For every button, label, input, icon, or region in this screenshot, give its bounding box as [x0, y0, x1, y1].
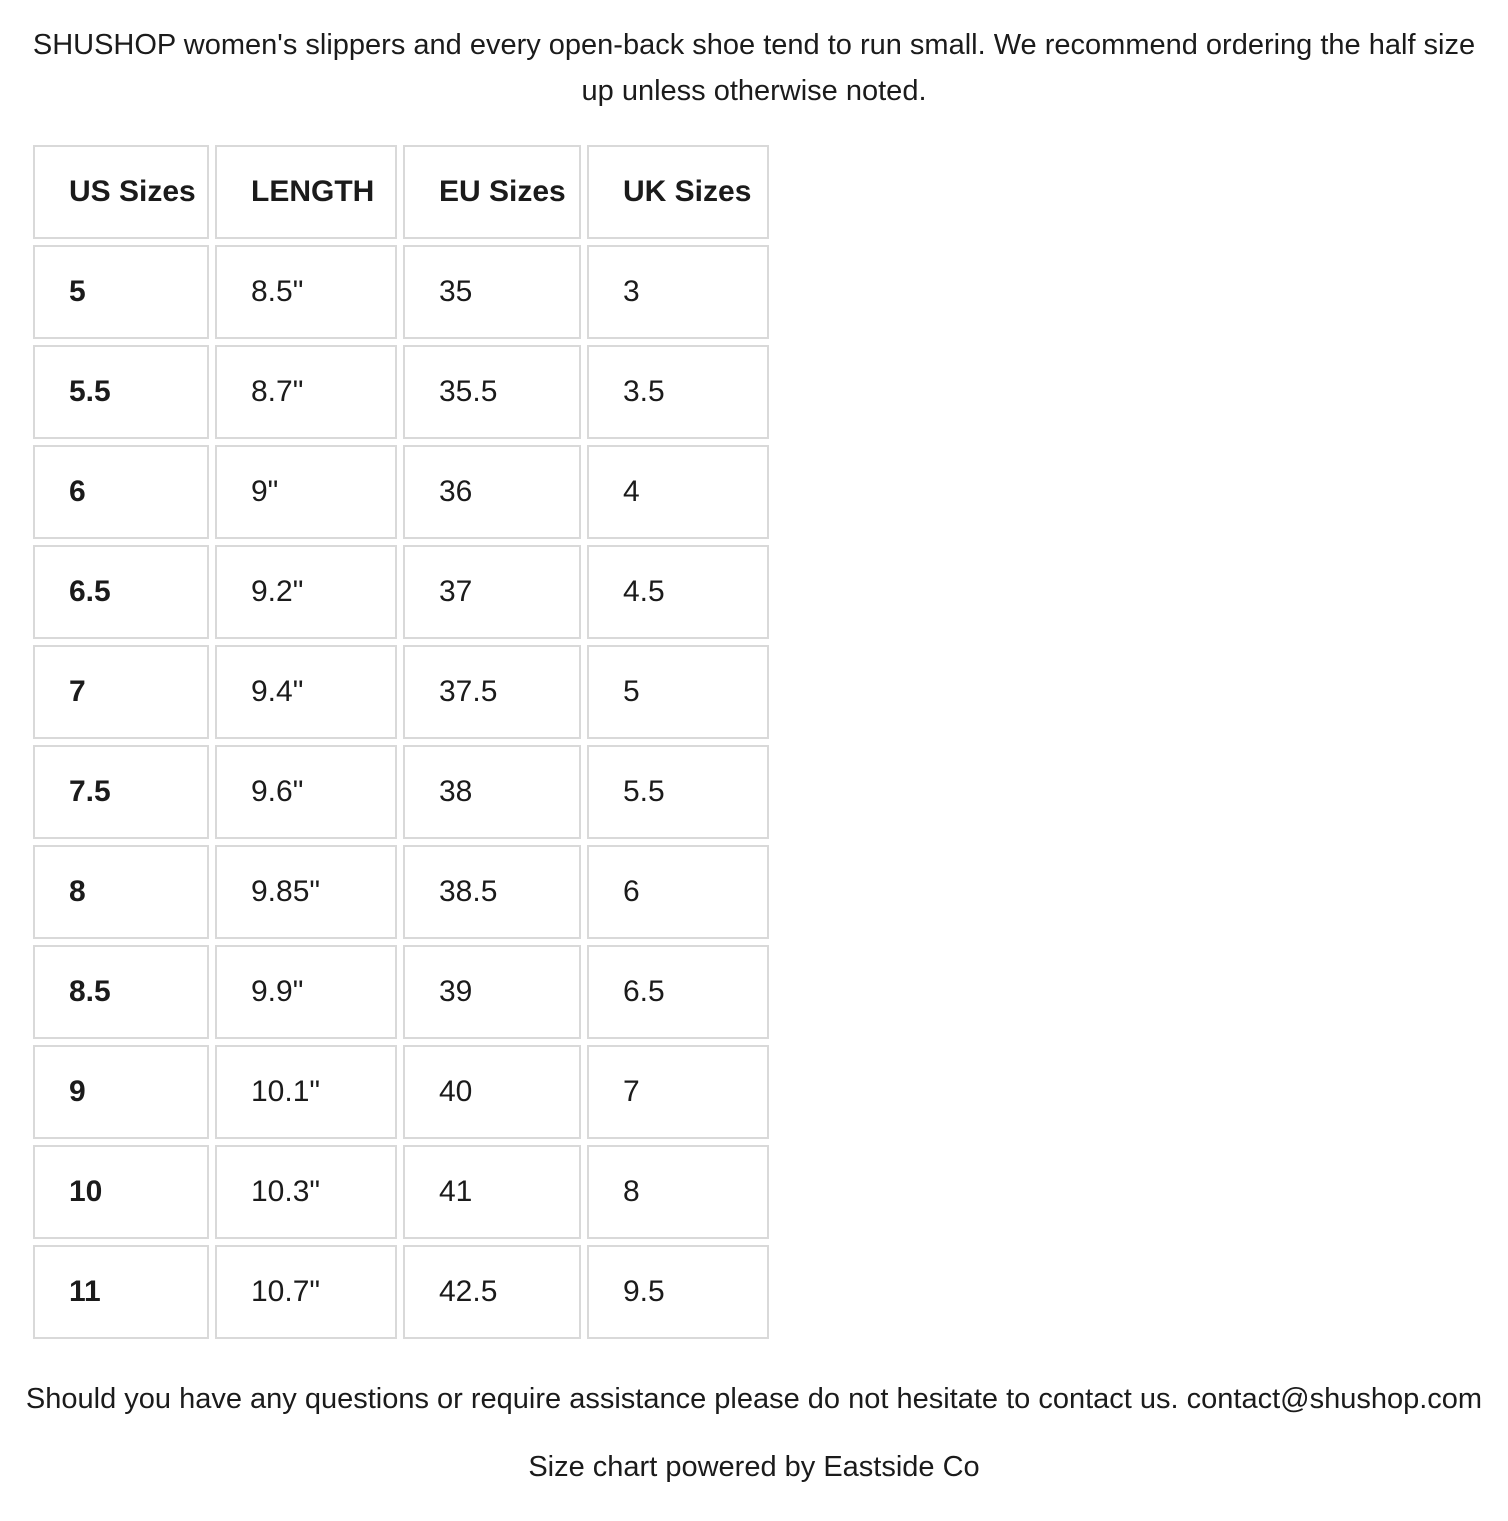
size-cell: 39 [403, 945, 581, 1039]
size-cell: 6.5 [33, 545, 209, 639]
size-cell: 37 [403, 545, 581, 639]
size-cell: 9" [215, 445, 397, 539]
size-cell: 6 [587, 845, 769, 939]
size-cell: 8.5" [215, 245, 397, 339]
size-cell: 38.5 [403, 845, 581, 939]
table-row [33, 445, 769, 539]
size-cell: 40 [403, 1045, 581, 1139]
table-row [33, 1245, 769, 1339]
size-cell: 5.5 [587, 745, 769, 839]
size-chart-body [33, 245, 769, 1339]
size-cell: 35.5 [403, 345, 581, 439]
size-cell: 6 [33, 445, 209, 539]
table-row [33, 345, 769, 439]
size-cell: 37.5 [403, 645, 581, 739]
size-cell: 8 [33, 845, 209, 939]
table-row [33, 545, 769, 639]
size-cell: 6.5 [587, 945, 769, 1039]
table-row [33, 945, 769, 1039]
size-cell: 10.3" [215, 1145, 397, 1239]
size-cell: 9.5 [587, 1245, 769, 1339]
size-cell: 10 [33, 1145, 209, 1239]
size-cell: 3.5 [587, 345, 769, 439]
size-cell: 10.7" [215, 1245, 397, 1339]
sizing-note: SHUSHOP women's slippers and every open-back shoe tend to run small. We recommend ordering the half size up unless otherwise noted. [32, 29, 1476, 107]
size-cell: 5 [587, 645, 769, 739]
column-header: LENGTH [215, 145, 397, 239]
table-row [33, 745, 769, 839]
table-row [33, 845, 769, 939]
size-cell: 38 [403, 745, 581, 839]
size-cell: 8 [587, 1145, 769, 1239]
header-row [33, 145, 769, 239]
size-cell: 5.5 [33, 345, 209, 439]
size-cell: 36 [403, 445, 581, 539]
powered-by-note: Size chart powered by Eastside Co [528, 1451, 980, 1483]
column-header: EU Sizes [403, 145, 581, 239]
size-cell: 7 [33, 645, 209, 739]
size-cell: 8.7" [215, 345, 397, 439]
size-chart-header [33, 145, 769, 239]
size-cell: 35 [403, 245, 581, 339]
size-chart-table [27, 139, 775, 1345]
size-cell: 10.1" [215, 1045, 397, 1139]
size-cell: 9 [33, 1045, 209, 1139]
size-cell: 11 [33, 1245, 209, 1339]
size-cell: 9.2" [215, 545, 397, 639]
contact-note: Should you have any questions or require assistance please do not hesitate to contact us. contact@shushop.com [25, 1383, 1483, 1415]
size-cell: 7.5 [33, 745, 209, 839]
size-cell: 42.5 [403, 1245, 581, 1339]
size-cell: 3 [587, 245, 769, 339]
size-cell: 9.6" [215, 745, 397, 839]
size-cell: 9.4" [215, 645, 397, 739]
size-cell: 4 [587, 445, 769, 539]
table-row [33, 1045, 769, 1139]
size-cell: 41 [403, 1145, 581, 1239]
size-cell: 8.5 [33, 945, 209, 1039]
table-row [33, 645, 769, 739]
table-row [33, 245, 769, 339]
size-cell: 4.5 [587, 545, 769, 639]
size-cell: 7 [587, 1045, 769, 1139]
size-cell: 9.9" [215, 945, 397, 1039]
column-header: UK Sizes [587, 145, 769, 239]
table-row [33, 1145, 769, 1239]
column-header: US Sizes [33, 145, 209, 239]
size-cell: 5 [33, 245, 209, 339]
size-cell: 9.85" [215, 845, 397, 939]
